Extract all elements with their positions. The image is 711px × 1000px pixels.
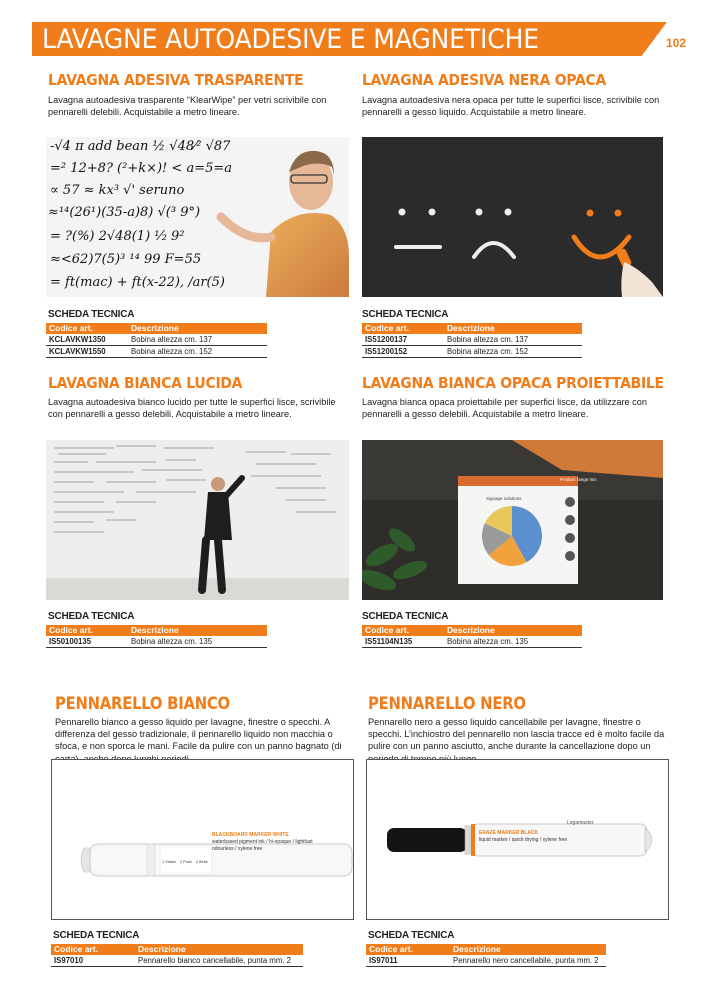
column-header-description: Descrizione <box>450 944 606 955</box>
spec-table-nera-opaca <box>362 323 582 358</box>
formula-line: = ?(%) 2√48(1) ¹⁄₂ 9² <box>50 229 185 244</box>
black-marker-photo <box>366 759 669 920</box>
black-board-photo <box>362 137 663 297</box>
product-description: Bobina altezza cm. 152 <box>444 346 582 358</box>
marker-brand: Legamaster <box>567 820 594 826</box>
scheda-tecnica-label: SCHEDA TECNICA <box>48 611 135 622</box>
section-title-bianca-opaca: LAVAGNA BIANCA OPACA PROIETTABILE <box>362 374 664 392</box>
table-row <box>46 334 267 346</box>
product-description: Pennarello nero cancellabile, punta mm. 2 <box>450 955 606 967</box>
column-header-description: Descrizione <box>128 323 267 334</box>
page-number: 102 <box>666 36 687 50</box>
chart-title: Signage solutions <box>486 496 522 501</box>
product-code: KCLAVKW1350 <box>46 334 128 346</box>
table-row <box>362 636 582 648</box>
section-description-nera-opaca: Lavagna autoadesiva nera opaca per tutte le superfici lisce, scrivibile con pennarelli a gesso liquido. Acquistabile a metro lineare. <box>362 95 660 118</box>
scheda-tecnica-label: SCHEDA TECNICA <box>362 611 449 622</box>
projection-room-illustration <box>362 440 663 600</box>
formula-line: -√4 π add bean ½ √48⁄² √87 <box>50 139 231 154</box>
product-description: Bobina altezza cm. 135 <box>128 636 267 648</box>
column-header-code: Codice art. <box>362 323 444 334</box>
spec-table-bianca-opaca <box>362 625 582 648</box>
section-description-bianca-opaca: Lavagna bianca opaca proiettabile per superfici lisce, da utilizzare con pennarelli a gesso delebili. Acquistabile a metro lineare. <box>362 397 647 420</box>
column-header-description: Descrizione <box>135 944 303 955</box>
spec-table-pennarello-bianco <box>51 944 303 967</box>
marker-label-line: waterbased pigment ink / hi-opaque / lightfast <box>212 839 313 845</box>
section-description-trasparente: Lavagna autoadesiva trasparente “KlearWipe” per vetri scrivibile con pennarelli delebili. Acquistabile a metro lineare. <box>48 95 327 118</box>
product-code: IS51200152 <box>362 346 444 358</box>
formula-line: ≈<62)7(5)³ ¹⁴ 99 F=55 <box>50 252 202 267</box>
formula-line: ∝ 57 ≈ kx³ √' seruno <box>50 183 185 198</box>
section-title-bianca-lucida: LAVAGNA BIANCA LUCIDA <box>48 374 243 392</box>
transparent-board-photo <box>46 137 349 297</box>
marker-step-label: 1 Shake <box>162 860 176 864</box>
white-board-photo <box>46 440 349 600</box>
slide-title: Product range mix <box>560 477 597 482</box>
table-row <box>362 334 582 346</box>
marker-step-label: 2 Push <box>179 860 192 864</box>
projection-pie-chart <box>482 506 542 566</box>
column-header-code: Codice art. <box>362 625 444 636</box>
table-row <box>366 955 606 967</box>
product-description: Bobina altezza cm. 135 <box>444 636 582 648</box>
scheda-tecnica-label: SCHEDA TECNICA <box>48 309 135 320</box>
section-title-nera-opaca: LAVAGNA ADESIVA NERA OPACA <box>362 71 607 89</box>
formula-line: ≈¹⁴(26¹)(35-a)8) √(³ 9°) <box>48 205 201 220</box>
spec-table-trasparente <box>46 323 267 358</box>
column-header-code: Codice art. <box>51 944 135 955</box>
marker-step-label: 3 Write <box>195 860 208 864</box>
section-title-pennarello-nero: PENNARELLO NERO <box>368 694 526 713</box>
product-description: Pennarello bianco cancellabile, punta mm. 2 <box>135 955 303 967</box>
table-row <box>46 636 267 648</box>
column-header-description: Descrizione <box>444 323 582 334</box>
table-row <box>362 346 582 358</box>
formula-line: =² 12+8? (²+k×)! < a=5=a <box>50 161 232 176</box>
marker-label-line: liquid marker / quick drying / xylene free <box>479 837 568 843</box>
section-description-bianca-lucida: Lavagna autoadesiva bianco lucido per tutte le superfici lisce, scrivibile con pennarelli a gesso delebili. Acquistabile a metro lineare. <box>48 397 336 420</box>
product-description: Bobina altezza cm. 137 <box>128 334 267 346</box>
column-header-code: Codice art. <box>46 625 128 636</box>
product-code: IS51104N135 <box>362 636 444 648</box>
projection-board-photo <box>362 440 663 600</box>
column-header-description: Descrizione <box>128 625 267 636</box>
scheda-tecnica-label: SCHEDA TECNICA <box>362 309 449 320</box>
table-row <box>51 955 303 967</box>
scheda-tecnica-label: SCHEDA TECNICA <box>53 930 140 941</box>
product-description: Bobina altezza cm. 152 <box>128 346 267 358</box>
column-header-description: Descrizione <box>444 625 582 636</box>
product-description: Bobina altezza cm. 137 <box>444 334 582 346</box>
table-row <box>46 346 267 358</box>
page-title: LAVAGNE AUTOADESIVE E MAGNETICHE <box>42 24 539 55</box>
section-description-pennarello-bianco: Pennarello bianco a gesso liquido per lavagne, finestre o specchi. A differenza del gesso tradizionale, il pennarello liquido non macchia o sfoca, e non sporca le mani. Facile da pulire con un panno bagnato (di <box>55 717 342 752</box>
marker-label-line: odourless / xylene free <box>212 846 263 852</box>
formula-line: = ft(mac) + ft(x-22), /ar(5) <box>50 275 225 290</box>
product-code: IS97011 <box>366 955 450 967</box>
section-title-pennarello-bianco: PENNARELLO BIANCO <box>55 694 230 713</box>
spec-table-pennarello-nero <box>366 944 606 967</box>
marker-label-line: ERAZE MARKER BLACK <box>479 830 539 836</box>
man-at-whiteboard-illustration <box>46 440 349 600</box>
product-code: IS97010 <box>51 955 135 967</box>
marker-label-line: BLACKBOARD MARKER WHITE <box>212 832 289 838</box>
column-header-code: Codice art. <box>366 944 450 955</box>
section-description-pennarello-nero: Pennarello nero a gesso liquido cancellabile per lavagne, finestre o specchi. L’inchiostro del pennarello non lascia tracce ed è molto facile da pulire con un panno asciutto, anche durante la cancellazione dopo un <box>368 717 665 752</box>
product-code: IS51200137 <box>362 334 444 346</box>
white-marker-photo <box>51 759 354 920</box>
product-code: IS50100135 <box>46 636 128 648</box>
column-header-code: Codice art. <box>46 323 128 334</box>
smiley-faces-illustration <box>362 137 663 297</box>
spec-table-bianca-lucida <box>46 625 267 648</box>
product-code: KCLAVKW1550 <box>46 346 128 358</box>
scheda-tecnica-label: SCHEDA TECNICA <box>368 930 455 941</box>
section-title-trasparente: LAVAGNA ADESIVA TRASPARENTE <box>48 71 304 89</box>
